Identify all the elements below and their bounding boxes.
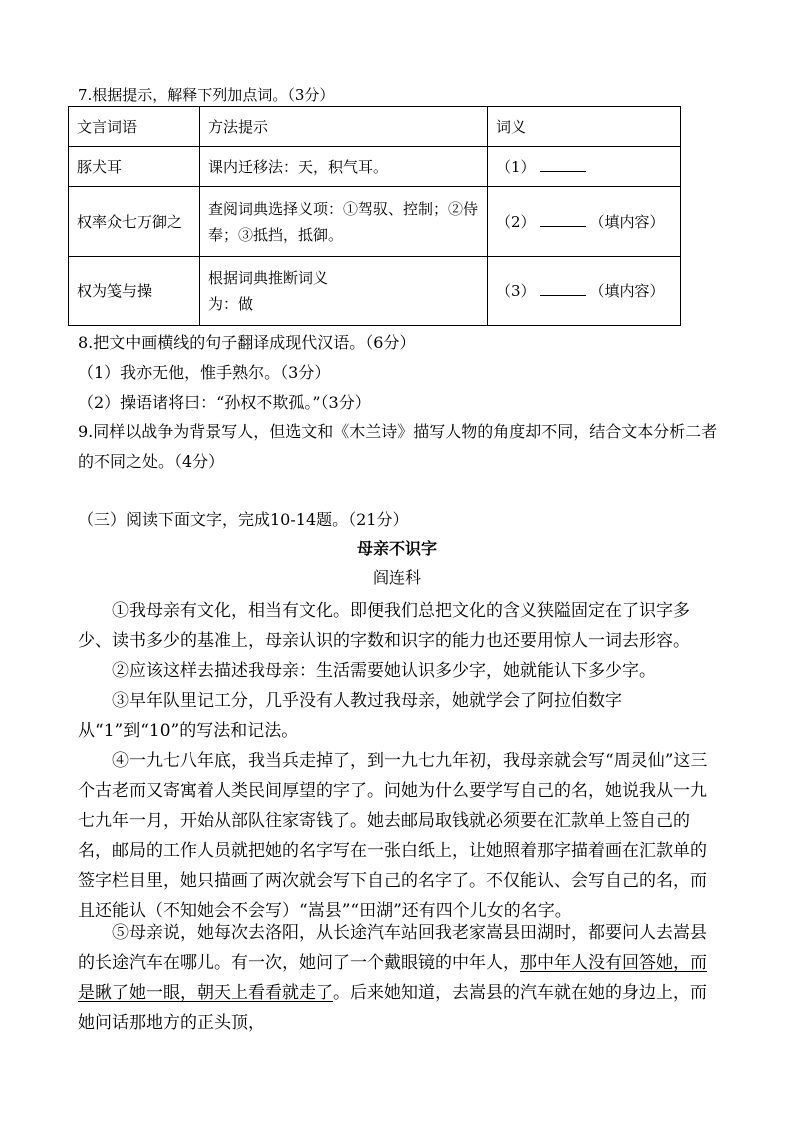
q8-item-1: （1）我亦无他，惟手熟尔。（3分） <box>78 363 331 382</box>
table-header: 词义 <box>488 107 681 147</box>
q7-title: 7.根据提示，解释下列加点词。（3分） <box>78 86 335 104</box>
table-cell-answer <box>488 147 681 187</box>
paragraph-text: 。后来她知道，去嵩县的汽车就在她的身边上，而她问话那地方的正头顶， <box>78 983 707 1033</box>
q8-item-2: （2）操语诸将曰：“孙权不欺孤。”（3分） <box>78 393 371 412</box>
answer-prefix: （3） <box>496 282 536 300</box>
q7-table <box>68 106 681 326</box>
article-paragraph: ④一九七八年底，我当兵走掉了，到一九七九年初，我母亲就会写“周灵仙”这三个古老而又寄寓着人类民间厚望的字了。问她为什么要学写自己的名，她说我从一九七九年一月，开始从部队往家寄钱了。她去邮局取钱就必须要在汇款单上签自己的名，邮局的工作人员就把她的名字写在一张白纸上，让她照着那字描着画在汇款单的签字栏目里，她只描画了两次就会写下自己的名字了。不仅能认、会写自己的名，而且还能认（不知她会不会写）“嵩县”“田湖”还有四个儿女的名字。 <box>78 751 708 921</box>
article-paragraph <box>78 918 718 1038</box>
paragraph-text: ⑤母亲说，她每次去洛阳，从长途汽车站回我老家嵩县田湖时，都要问人去嵩县的长途汽车在哪儿。有一次，她问了一个戴眼镜的中年人， <box>78 923 707 973</box>
answer-blank[interactable] <box>540 212 586 227</box>
answer-blank[interactable] <box>540 281 586 296</box>
underlined-sentence: 那中年人没有回答她，而是瞅了她一眼，朝天上看看就走了 <box>78 953 707 1003</box>
table-header: 方法提示 <box>200 107 488 147</box>
article-title: 母亲不识字 <box>356 539 437 558</box>
table-cell-answer <box>488 257 681 326</box>
q9-line-1: 9.同样以战争为背景写人，但选文和《木兰诗》描写人物的角度却不同，结合文本分析二者 <box>78 422 718 441</box>
article-paragraph: ③早年队里记工分，几乎没有人教过我母亲，她就学会了阿拉伯数字从“1”到“10”的写法和记法。 <box>78 691 622 741</box>
table-header: 文言词语 <box>69 107 200 147</box>
answer-blank[interactable] <box>540 157 586 172</box>
table-cell-hint <box>200 257 488 326</box>
article-paragraph: ②应该这样去描述我母亲：生活需要她认识多少字，她就能认下多少字。 <box>112 661 656 681</box>
answer-suffix: （填内容） <box>589 212 665 231</box>
table-row <box>69 147 681 187</box>
section-heading: （三）阅读下面文字，完成10-14题。（21分） <box>78 510 409 529</box>
table-cell-hint: 课内迁移法：天，积气耳。 <box>200 147 488 187</box>
answer-prefix: （1） <box>496 157 536 176</box>
hint-line: 为：做 <box>208 295 254 313</box>
table-cell-answer <box>488 187 681 257</box>
answer-suffix: （填内容） <box>589 282 665 300</box>
article-author: 阎连科 <box>372 568 421 587</box>
table-row <box>69 187 681 257</box>
answer-prefix: （2） <box>496 212 536 231</box>
article-paragraph: ①我母亲有文化，相当有文化。即便我们总把文化的含义狭隘固定在了识字多少、读书多少的基准上，母亲认识的字数和识字的能力也还要用惊人一词去形容。 <box>78 601 690 651</box>
table-row <box>69 257 681 326</box>
q9-line-2: 的不同之处。（4分） <box>78 452 225 471</box>
table-cell-word: 豚犬耳 <box>69 147 200 187</box>
table-cell-word: 权率众七万御之 <box>69 187 200 257</box>
table-cell-word: 权为笺与操 <box>69 257 200 326</box>
table-cell-hint: 查阅词典选择义项：①驾驭、控制；②侍奉；③抵挡，抵御。 <box>200 187 488 257</box>
q8-title: 8.把文中画横线的句子翻译成现代汉语。（6分） <box>78 333 416 352</box>
hint-line: 根据词典推断词义 <box>208 269 329 287</box>
table-header-row <box>69 107 681 147</box>
